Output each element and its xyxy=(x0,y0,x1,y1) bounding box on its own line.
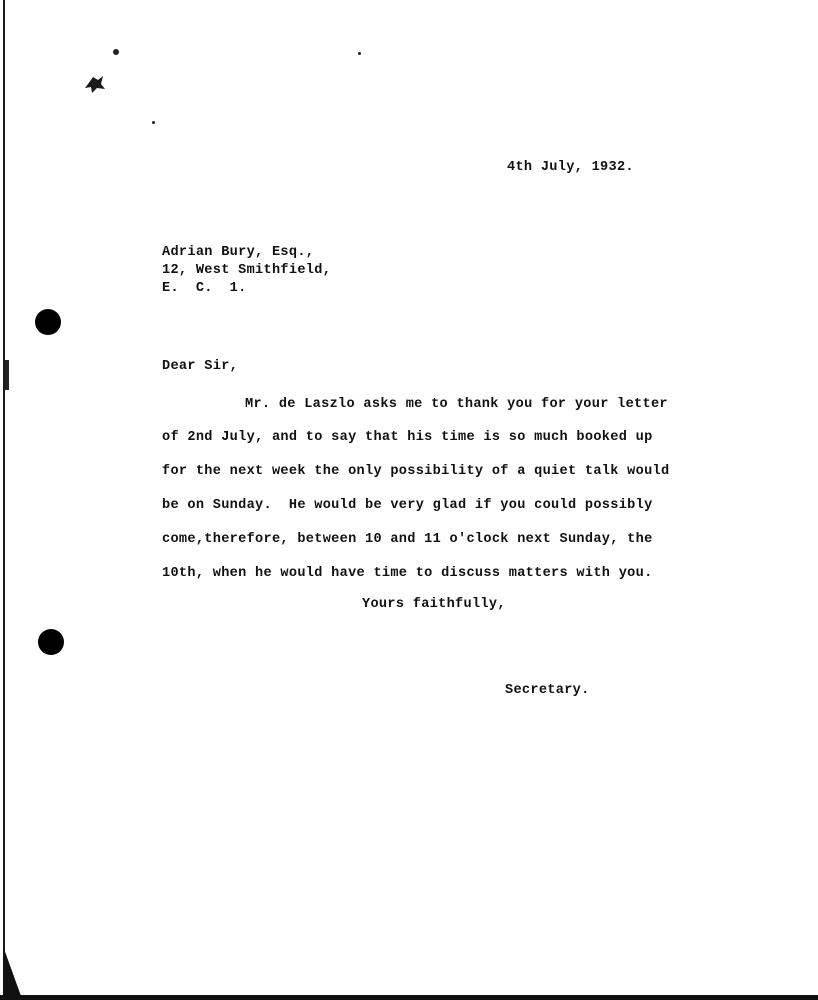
recipient-street: 12, West Smithfield, xyxy=(162,263,332,278)
ink-speck xyxy=(358,52,361,55)
page-edge-mark xyxy=(5,360,9,390)
body-line: 10th, when he would have time to discuss matters with you. xyxy=(162,566,653,581)
ink-blot xyxy=(84,74,106,94)
closing: Yours faithfully, xyxy=(362,597,506,612)
salutation: Dear Sir, xyxy=(162,359,239,374)
ink-speck xyxy=(113,49,119,55)
body-line: of 2nd July, and to say that his time is so much booked up xyxy=(162,430,653,445)
body-line: for the next week the only possibility of a quiet talk would xyxy=(162,464,670,479)
body-line: come,therefore, between 10 and 11 o'clock next Sunday, the xyxy=(162,532,653,547)
ink-speck xyxy=(152,121,155,124)
page-left-edge xyxy=(3,0,5,1000)
page-corner-shadow xyxy=(3,946,21,996)
recipient-name: Adrian Bury, Esq., xyxy=(162,245,315,260)
punch-hole-bottom xyxy=(38,629,64,655)
body-line: be on Sunday. He would be very glad if you could possibly xyxy=(162,498,653,513)
letter-date: 4th July, 1932. xyxy=(507,160,634,175)
punch-hole-top xyxy=(35,309,61,335)
body-line: Mr. de Laszlo asks me to thank you for your letter xyxy=(245,397,668,412)
signature-title: Secretary. xyxy=(505,683,590,698)
page-bottom-edge xyxy=(0,995,818,1000)
recipient-postcode: E. C. 1. xyxy=(162,281,247,296)
